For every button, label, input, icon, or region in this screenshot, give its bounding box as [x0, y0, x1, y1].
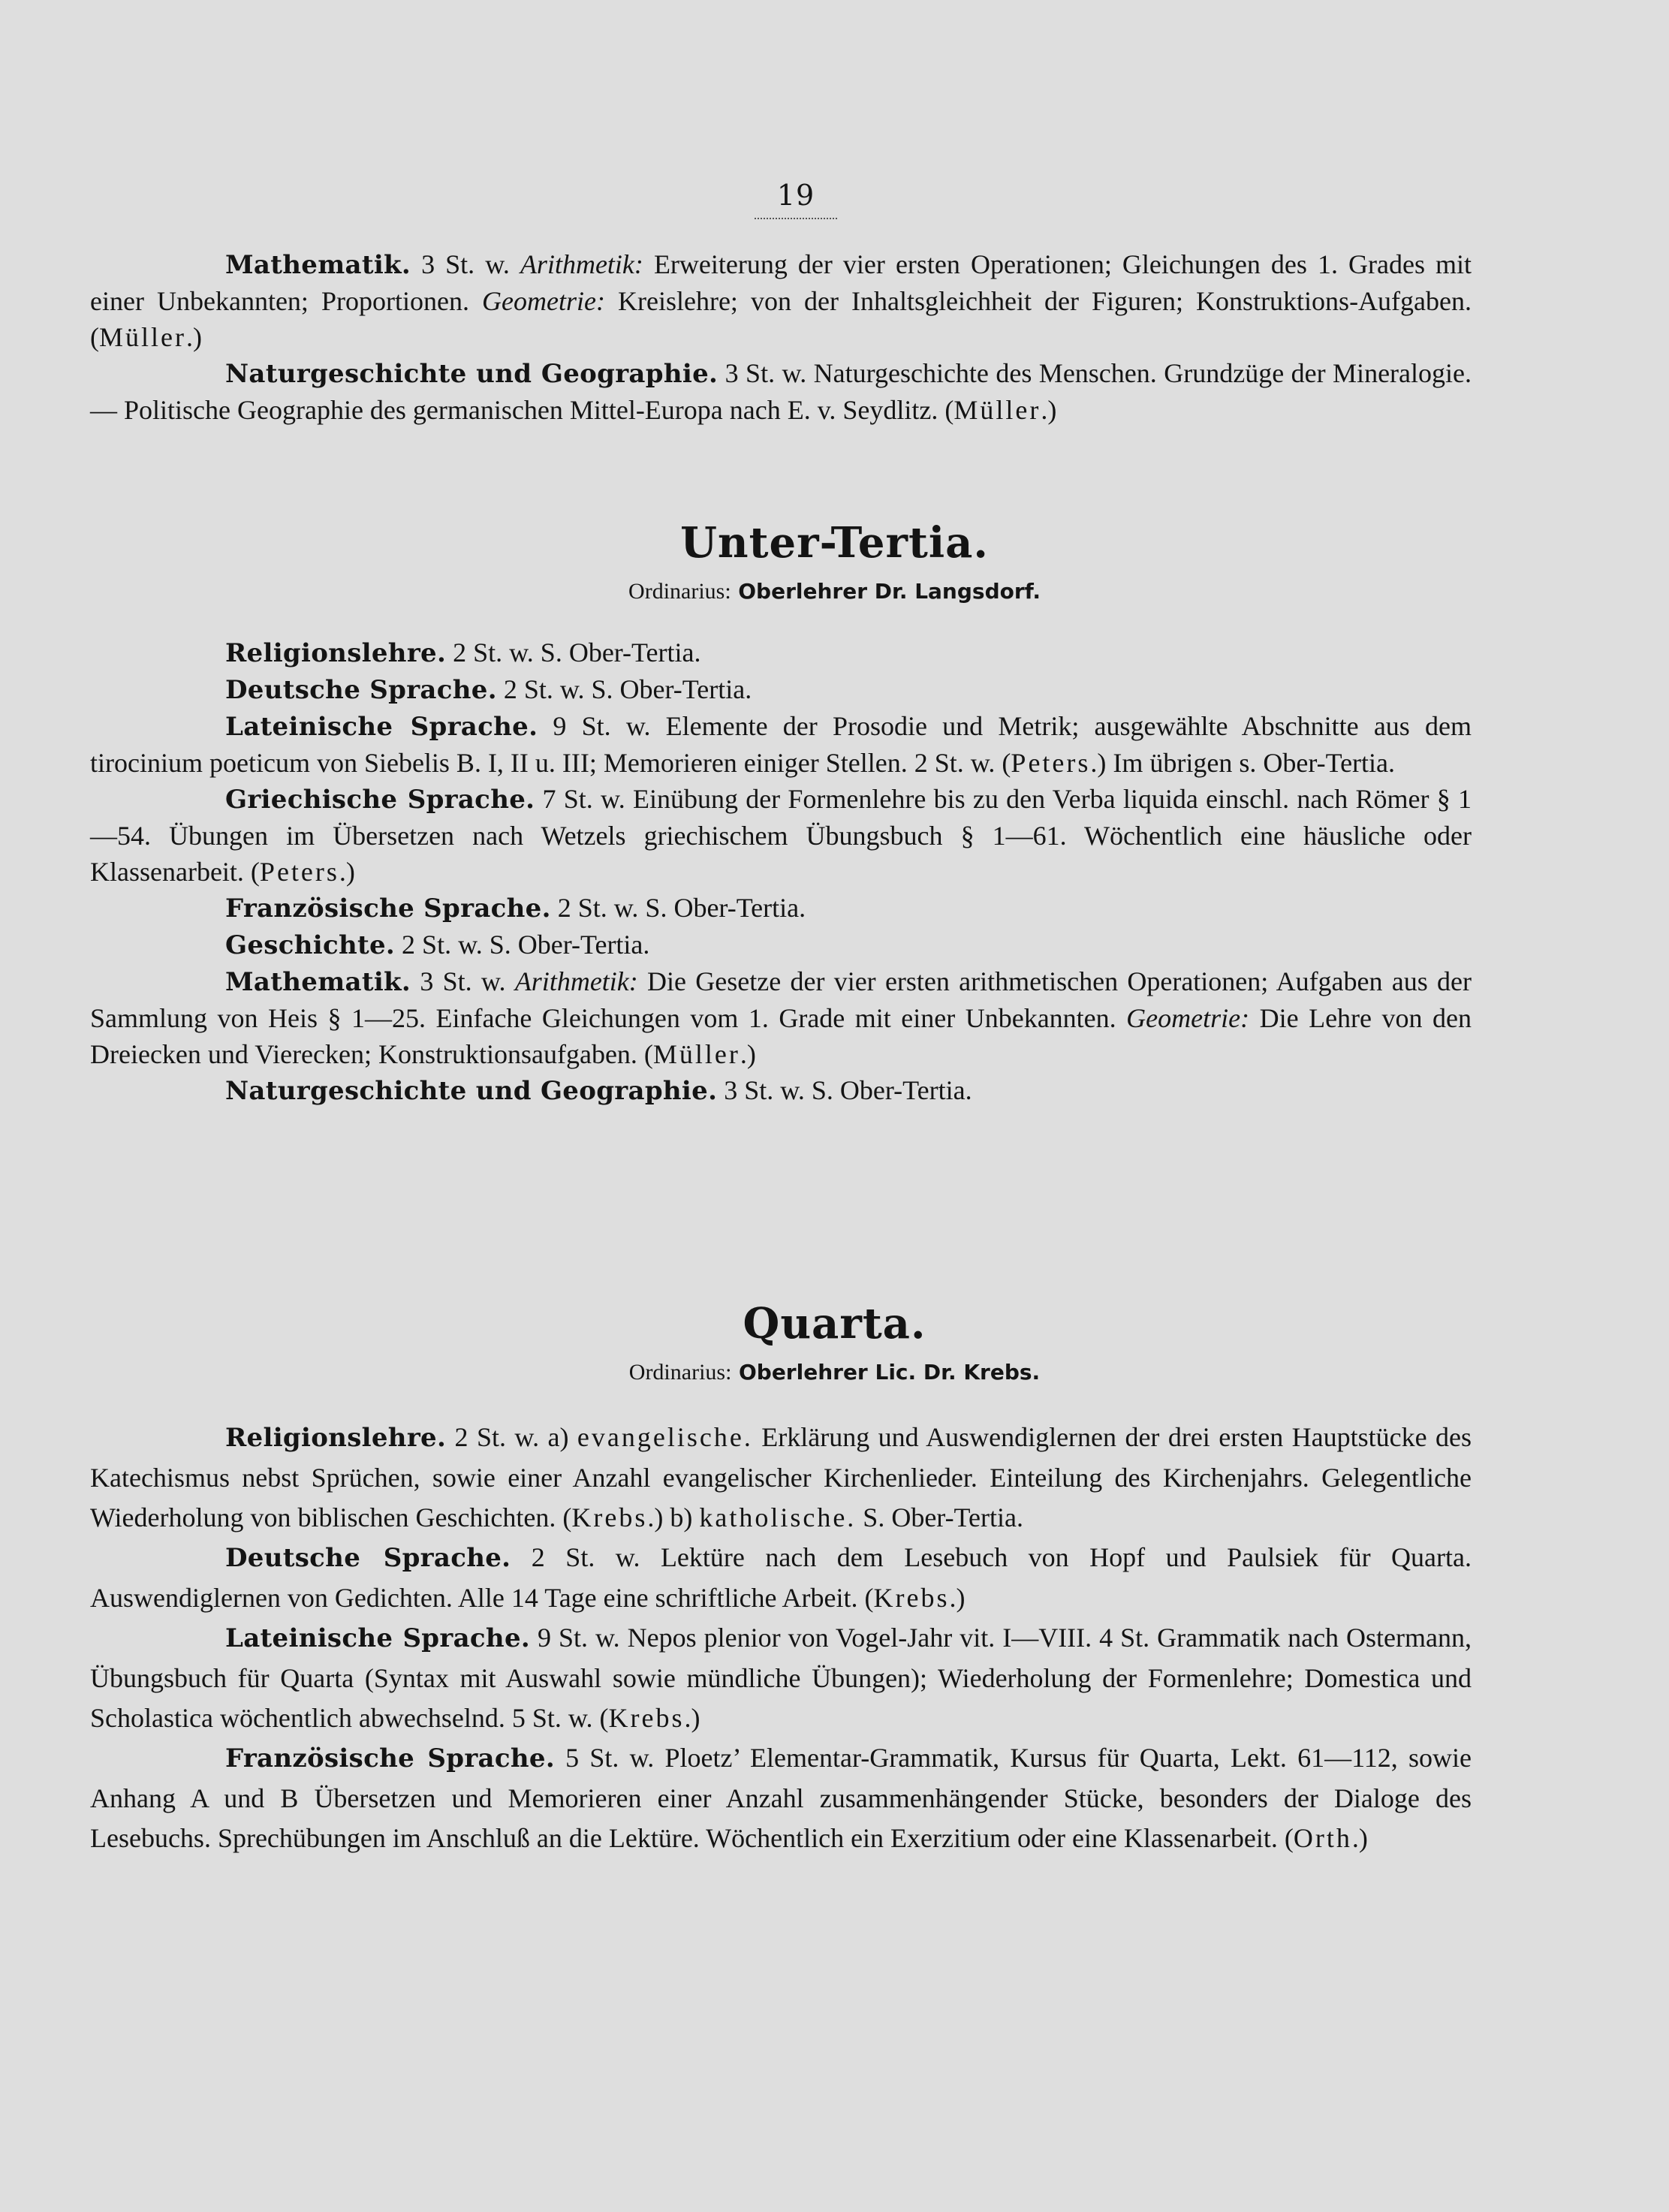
spaced-term: evangelische. — [577, 1422, 753, 1452]
text-run: .) — [1351, 1823, 1368, 1853]
subject-label: Deutsche Sprache. — [225, 675, 497, 705]
subject-label: Griechische Sprache. — [225, 785, 535, 815]
ordinarius-name: Oberlehrer Lic. Dr. Krebs. — [738, 1360, 1041, 1385]
subject-label: Religionslehre. — [225, 638, 447, 668]
italic-term: Geometrie: — [482, 286, 605, 316]
teacher-name: Müller — [652, 1039, 740, 1069]
teacher-name: Peters — [259, 857, 339, 887]
page-number-rule — [755, 218, 837, 219]
text-run: Erklärung und Auswendiglernen der drei ersten Hauptstücke des Katechismus nebst Sprüchen, sowie einer Anzahl evangelischer Kirchenlieder. Einteilung des Kirchenjahrs. Gelegentliche Wiederholung von biblischen Geschichten. ( — [90, 1422, 1472, 1532]
text-run: 2 St. w. a) — [446, 1422, 577, 1452]
spaced-term: katholische. — [699, 1502, 857, 1532]
subject-label: Mathematik. — [225, 967, 411, 997]
teacher-name: Peters — [1011, 748, 1091, 778]
text-run: S. Ober-Tertia. — [856, 1502, 1023, 1532]
paragraph-mathematik-ut — [90, 963, 1472, 1072]
subject-label: Religionslehre. — [225, 1423, 447, 1453]
text-run: Kreislehre; von der Inhaltsgleichheit der Figuren; Konstruktions-Aufgaben. ( — [90, 286, 1472, 352]
paragraph-naturgeschichte-obertertia — [90, 355, 1472, 428]
subject-label: Französische Sprache. — [225, 894, 551, 924]
ordinarius-name: Oberlehrer Dr. Langsdorf. — [738, 579, 1041, 604]
text-run: Erweiterung der vier ersten Operationen; Gleichungen des 1. Grades mit einer Unbekannten; Proportionen. — [90, 249, 1472, 316]
paragraph-religionslehre-q — [90, 1418, 1472, 1538]
paragraph-latein-ut — [90, 708, 1472, 781]
text-run: 2 St. w. Lektüre nach dem Lesebuch von Hopf und Paulsiek für Quarta. Auswendiglernen von Gedichten. Alle 14 Tage eine schriftliche Arbeit. ( — [90, 1542, 1472, 1613]
section-title-untertertia: Unter-Tertia. — [680, 518, 989, 568]
ordinarius-label: Ordinarius: — [628, 1360, 732, 1385]
text-run: 3 St. w. — [411, 966, 515, 996]
teacher-name: Müller — [953, 395, 1041, 425]
quarta-section — [90, 1418, 1472, 1858]
text-run: Die Gesetze der vier ersten arithmetischen Operationen; Aufgaben aus der Sammlung von Heis § 1—25. Einfache Gleichungen vom 1. Grade mit einer Unbekannten. — [90, 966, 1472, 1033]
paragraph-religionslehre-ut — [90, 634, 1472, 671]
teacher-name: Müller — [99, 322, 186, 352]
ordinarius-label: Ordinarius: — [628, 579, 731, 604]
text-run: .) — [1041, 395, 1057, 425]
text-run: .) b) — [647, 1502, 700, 1532]
paragraph-deutsch-q — [90, 1538, 1472, 1618]
teacher-name: Krebs — [608, 1703, 685, 1733]
text-run: .) — [339, 857, 355, 887]
text-run: .) Im übrigen s. Ober-Tertia. — [1090, 748, 1396, 778]
subject-label: Lateinische Sprache. — [225, 712, 538, 742]
text-run: 9 St. w. Elemente der Prosodie und Metrik; ausgewählte Abschnitte aus dem tirocinium poeticum von Siebelis B. I, II u. III; Memorieren einiger Stellen. 2 St. w. ( — [90, 711, 1472, 778]
text-run: 5 St. w. Ploetz’ Elementar-Grammatik, Kursus für Quarta, Lekt. 61—112, sowie Anhang A und B Übersetzen und Memorieren einer Anzahl zusammenhängender Stücke, besonders der Dialoge des Lesebuchs. Sprechübungen im Anschluß an die Lektüre. Wöchentlich ein Exerzitium oder eine Klassenarbeit. ( — [90, 1743, 1472, 1853]
ordinarius-quarta — [0, 1359, 1669, 1385]
italic-term: Arithmetik: — [520, 249, 643, 279]
text-run: 2 St. w. S. Ober-Tertia. — [395, 930, 650, 960]
paragraph-franzoesisch-ut — [90, 890, 1472, 927]
text-run: .) — [185, 322, 202, 352]
subject-label: Französische Sprache. — [225, 1743, 555, 1774]
text-run: .) — [949, 1583, 966, 1613]
untertertia-section — [90, 634, 1472, 1109]
text-run: 9 St. w. Nepos plenior von Vogel-Jahr vit. I—VIII. 4 St. Grammatik nach Ostermann, Übungsbuch für Quarta (Syntax mit Auswahl sowie mündliche Übungen); Wiederholung der Formenlehre; Domestica und Scholastica wöchentlich abwechselnd. 5 St. w. ( — [90, 1623, 1472, 1733]
text-run: 3 St. w. Naturgeschichte des Menschen. Grundzüge der Mineralogie. — Politische Geographie des germanischen Mittel-Europa nach E. v. Seydlitz. ( — [90, 358, 1472, 425]
italic-term: Geometrie: — [1126, 1003, 1250, 1033]
subject-label: Naturgeschichte und Geographie. — [225, 359, 719, 389]
subject-label: Geschichte. — [225, 930, 396, 960]
page-number: 19 — [776, 179, 815, 212]
text-run: 2 St. w. S. Ober-Tertia. — [550, 893, 806, 923]
subject-label: Mathematik. — [225, 250, 411, 280]
teacher-name: Krebs — [571, 1502, 648, 1532]
text-run: 2 St. w. S. Ober-Tertia. — [496, 674, 752, 704]
text-run: 3 St. w. — [411, 249, 520, 279]
text-run: Die Lehre von den Dreiecken und Vierecken; Konstruktionsaufgaben. ( — [90, 1003, 1472, 1069]
paragraph-naturgeschichte-ut — [90, 1072, 1472, 1109]
subject-label: Naturgeschichte und Geographie. — [225, 1076, 718, 1106]
paragraph-griechisch-ut — [90, 781, 1472, 890]
text-run: 2 St. w. S. Ober-Tertia. — [446, 637, 701, 668]
subject-label: Lateinische Sprache. — [225, 1623, 531, 1653]
text-run: 7 St. w. Einübung der Formenlehre bis zu den Verba liquida einschl. nach Römer § 1—54. Übungen im Übersetzen nach Wetzels griechischem Übungsbuch § 1—61. Wöchentlich eine häusliche oder Klassenarbeit. ( — [90, 784, 1472, 887]
subject-label: Deutsche Sprache. — [225, 1543, 511, 1573]
text-run: 3 St. w. S. Ober-Tertia. — [717, 1075, 972, 1105]
teacher-name: Krebs — [873, 1583, 950, 1613]
text-run: .) — [740, 1039, 756, 1069]
intro-section — [90, 246, 1472, 428]
paragraph-franzoesisch-q — [90, 1738, 1472, 1858]
text-run: .) — [684, 1703, 700, 1733]
italic-term: Arithmetik: — [514, 966, 638, 996]
section-title-quarta: Quarta. — [743, 1299, 926, 1349]
paragraph-latein-q — [90, 1618, 1472, 1738]
paragraph-deutsch-ut — [90, 671, 1472, 708]
paragraph-geschichte-ut — [90, 927, 1472, 963]
paragraph-mathematik-obertertia — [90, 246, 1472, 355]
teacher-name: Orth — [1293, 1823, 1352, 1853]
ordinarius-untertertia — [0, 578, 1669, 604]
